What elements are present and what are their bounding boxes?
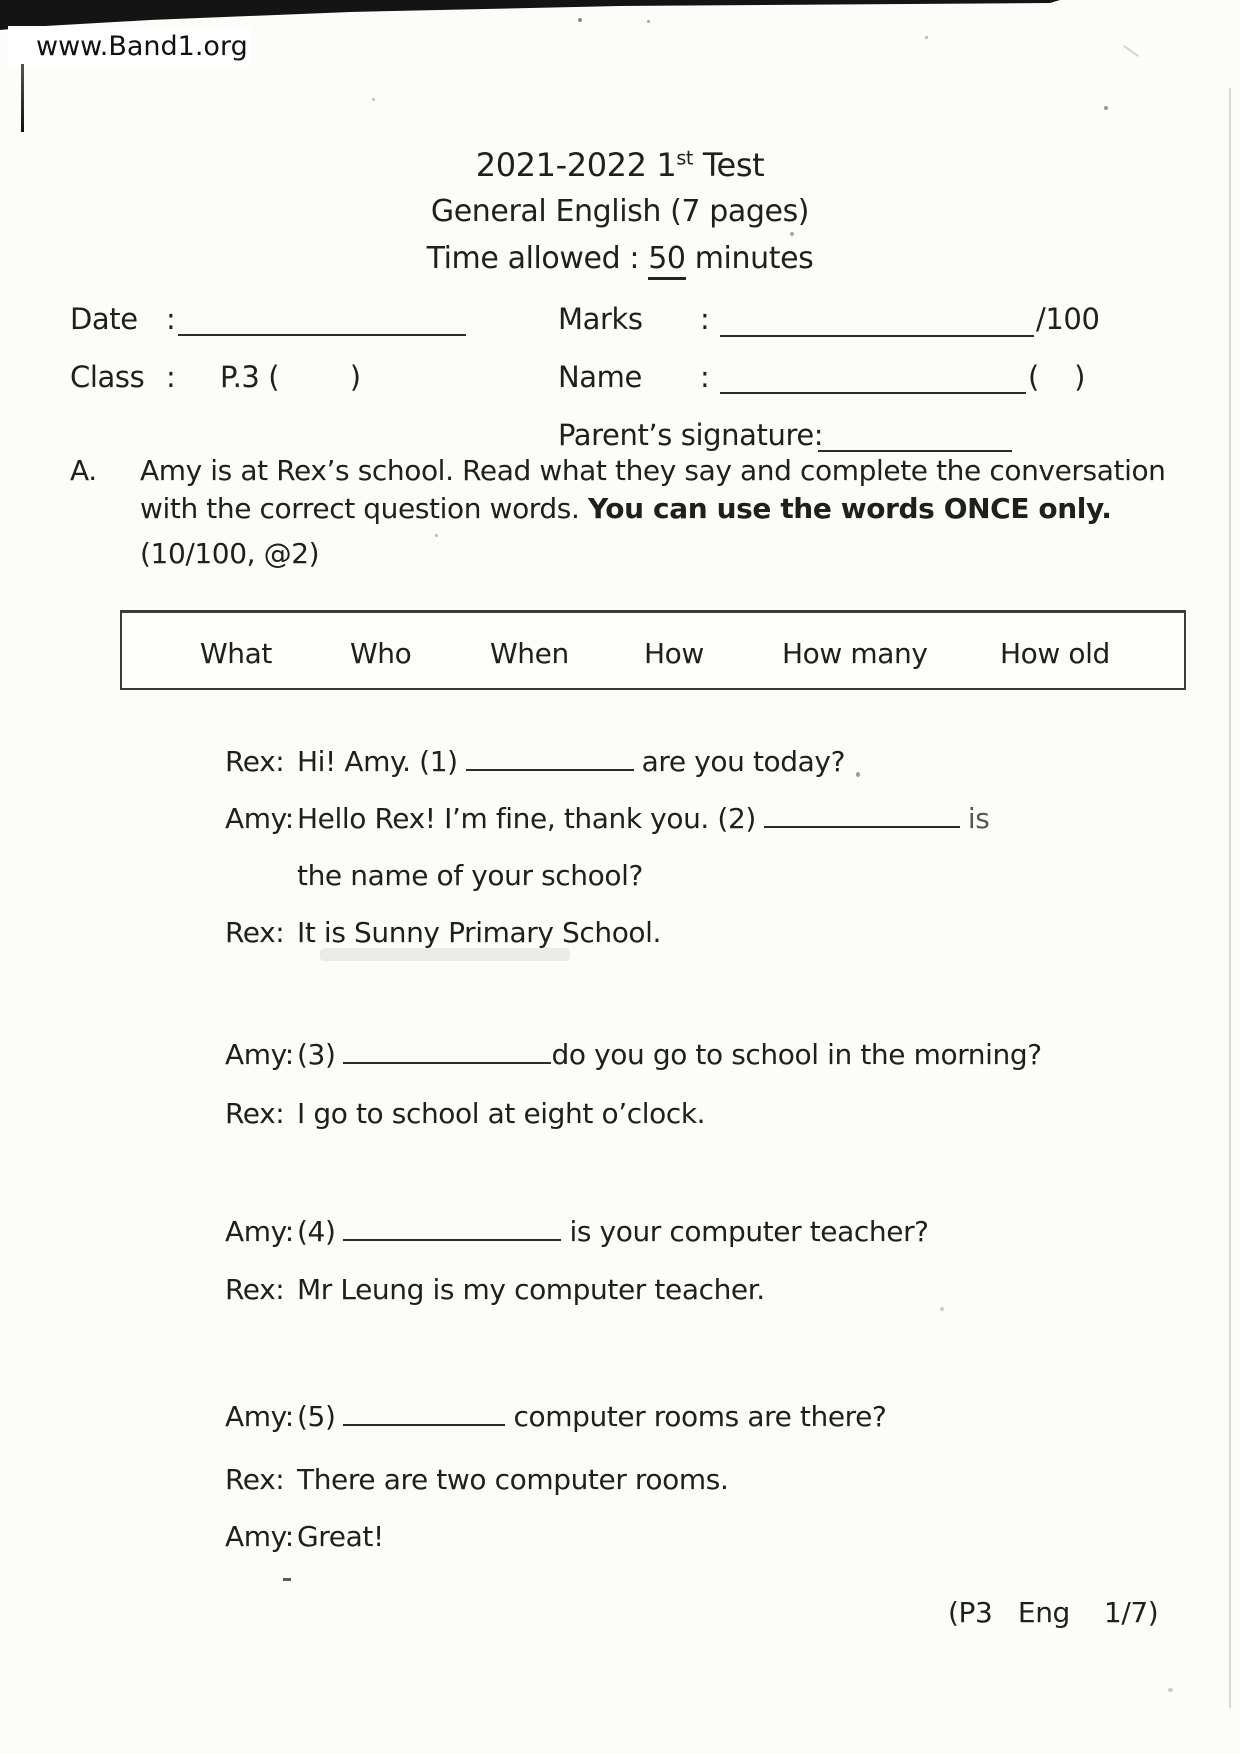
dialogue-speaker: Amy: — [225, 802, 294, 835]
dialogue-speaker: Amy: — [225, 1520, 294, 1553]
scan-speck — [1123, 45, 1139, 57]
marks-total: /100 — [1036, 302, 1100, 336]
scan-speck — [435, 534, 438, 537]
dialogue-text: (3) — [297, 1038, 336, 1071]
dialogue-line — [225, 802, 1215, 835]
name-paren: ( ) — [1028, 360, 1086, 394]
dialogue-text: (5) — [297, 1400, 336, 1433]
dialogue-line — [225, 1038, 1215, 1071]
word-bank-item: How old — [1000, 637, 1110, 670]
word-bank-item: How many — [782, 637, 928, 670]
parent-signature-label: Parent’s signature: — [558, 418, 824, 452]
dialogue-line — [225, 1273, 1215, 1306]
word-bank-item: Who — [350, 637, 412, 670]
dialogue-text: Hi! Amy. (1) — [297, 745, 458, 778]
dialogue-text: are you today? — [641, 745, 846, 778]
instruction-line2: with the correct question words. You can use the words ONCE only. — [140, 492, 1112, 525]
marks-label: Marks — [558, 302, 643, 336]
dialogue-line — [225, 1520, 1215, 1553]
test-title: 2021-2022 1st Test — [475, 146, 765, 184]
dialogue-text: It is Sunny Primary School. — [297, 916, 662, 949]
answer-blank-5[interactable] — [343, 1400, 505, 1426]
marks-colon: : — [700, 302, 710, 336]
page-edge-shadow — [1229, 88, 1231, 1708]
date-input-line[interactable] — [178, 334, 466, 336]
dialogue-line — [225, 1400, 1215, 1433]
scan-smudge — [320, 948, 570, 961]
scan-speck — [1104, 106, 1108, 110]
dialogue-line — [225, 859, 1215, 892]
dialogue-speaker: Rex: — [225, 1463, 285, 1496]
time-value-underlined: 50 — [648, 241, 685, 280]
scan-speck — [940, 1307, 944, 1311]
answer-blank-1[interactable] — [466, 745, 634, 771]
dialogue-speaker: Rex: — [225, 916, 285, 949]
date-label: Date — [70, 302, 138, 336]
dialogue-line — [225, 916, 1215, 949]
scan-speck — [790, 232, 794, 236]
watermark-text: www.Band1.org — [36, 30, 248, 62]
marks-note: (10/100, @2) — [140, 537, 320, 570]
dialogue-text: Hello Rex! I’m fine, thank you. (2) — [297, 802, 756, 835]
dialogue-speaker: Rex: — [225, 1273, 285, 1306]
class-colon: : — [166, 360, 176, 394]
dialogue-speaker: Rex: — [225, 745, 285, 778]
dialogue-text: I go to school at eight o’clock. — [297, 1097, 706, 1130]
watermark — [8, 26, 250, 66]
dialogue-text: (4) — [297, 1215, 336, 1248]
dialogue-line — [225, 745, 1215, 778]
dialogue-text: the name of your school? — [297, 859, 643, 892]
name-input-line[interactable] — [720, 392, 1026, 394]
word-bank-item: When — [490, 637, 569, 670]
scan-speck — [283, 1578, 291, 1581]
page-footer: (P3 Eng 1/7) — [948, 1596, 1159, 1629]
word-bank-item: What — [200, 637, 272, 670]
test-subtitle: General English (7 pages) — [430, 194, 810, 229]
word-bank-item: How — [644, 637, 704, 670]
dialogue-speaker: Rex: — [225, 1097, 285, 1130]
scan-line-artifact — [21, 64, 24, 132]
dialogue-text: is — [967, 802, 990, 835]
marks-input-line[interactable] — [720, 335, 1034, 337]
dialogue-text: computer rooms are there? — [513, 1400, 887, 1433]
answer-blank-4[interactable] — [343, 1215, 561, 1241]
class-value: P.3 ( ) — [220, 360, 361, 394]
name-colon: : — [700, 360, 710, 394]
dialogue-text: Great! — [297, 1520, 384, 1553]
instruction-bold: You can use the words ONCE only. — [587, 492, 1112, 525]
answer-blank-2[interactable] — [764, 802, 960, 828]
date-colon: : — [166, 302, 176, 336]
instruction-line1: Amy is at Rex’s school. Read what they say and complete the conversation — [140, 454, 1166, 487]
scan-speck — [372, 98, 375, 101]
scan-speck — [925, 36, 928, 39]
scan-speck — [856, 772, 860, 777]
dialogue-text: There are two computer rooms. — [297, 1463, 729, 1496]
word-bank-box — [120, 610, 1186, 690]
scan-speck — [578, 18, 582, 22]
dialogue-line — [225, 1215, 1215, 1248]
dialogue-text: do you go to school in the morning? — [551, 1038, 1042, 1071]
dialogue-line — [225, 1463, 1215, 1496]
dialogue-speaker: Amy: — [225, 1215, 294, 1248]
section-a-label: A. — [70, 454, 97, 487]
dialogue-speaker: Amy: — [225, 1038, 294, 1071]
time-allowed: Time allowed : 50 minutes — [0, 241, 1240, 276]
answer-blank-3[interactable] — [343, 1038, 551, 1064]
dialogue-text: is your computer teacher? — [569, 1215, 929, 1248]
scan-speck — [647, 20, 650, 23]
name-label: Name — [558, 360, 642, 394]
scan-speck — [1168, 1688, 1173, 1692]
class-label: Class — [70, 360, 145, 394]
dialogue-line — [225, 1097, 1215, 1130]
dialogue-speaker: Amy: — [225, 1400, 294, 1433]
dialogue-text: Mr Leung is my computer teacher. — [297, 1273, 765, 1306]
